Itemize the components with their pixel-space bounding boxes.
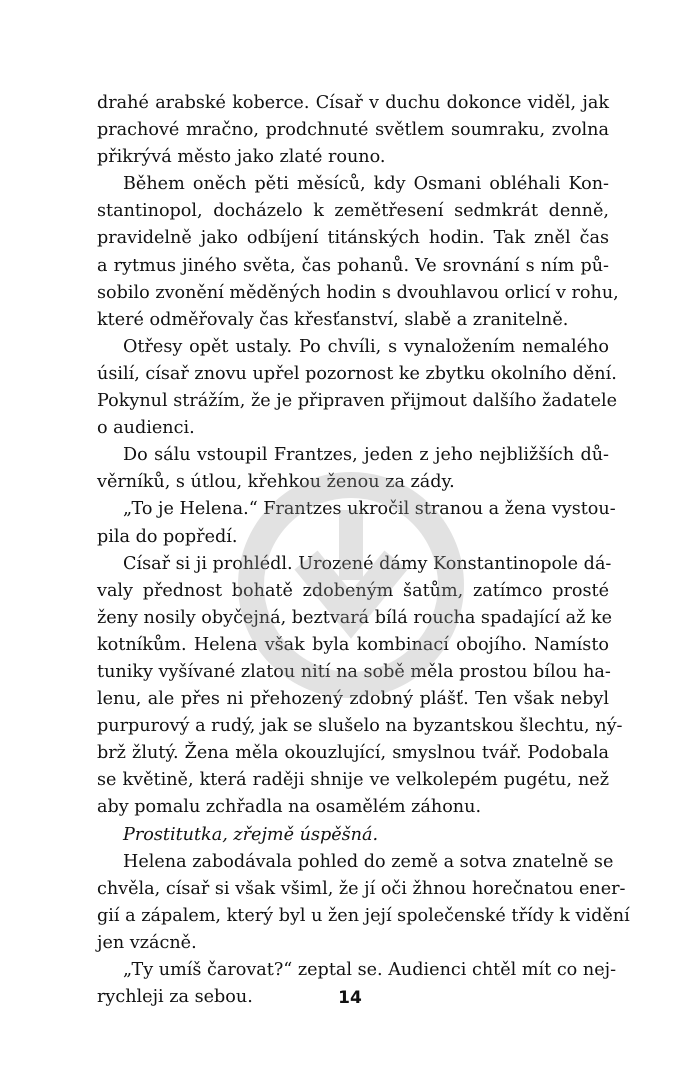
text-line: stantinopol, docházelo k zemětřesení sedmkrát denně,	[97, 201, 609, 222]
text-line: kotníkům. Helena však byla kombinací obojího. Namísto	[97, 634, 609, 655]
text-line: úsilí, císař znovu upřel pozornost ke zbytku okolního dění.	[97, 363, 617, 384]
text-line: pravidelně jako odbíjení titánských hodin. Tak zněl čas	[97, 228, 609, 249]
text-line: jen vzácně.	[97, 932, 197, 953]
text-line: věrníků, s útlou, křehkou ženou za zády.	[97, 472, 455, 493]
page-number: 14	[338, 988, 362, 1008]
text-line: aby pomalu zchřadla na osamělém záhonu.	[97, 797, 482, 818]
text-line: purpurový a rudý, jak se slušelo na byzantskou šlechtu, ný-	[97, 716, 623, 737]
body-text	[97, 90, 630, 1011]
text-line: o audienci.	[97, 418, 195, 439]
text-line: lenu, ale přes ni přehozený zdobný plášť. Ten však nebyl	[97, 689, 609, 710]
text-line: ženy nosily obyčejná, beztvará bílá roucha spadající až ke	[97, 607, 613, 628]
text-line: Do sálu vstoupil Frantzes, jeden z jeho nejbližších dů-	[123, 445, 609, 466]
text-line: gií a zápalem, který byl u žen její společenské třídy k vidění	[97, 905, 630, 926]
text-line: se květině, která raději shnije ve velkolepém pugétu, než	[97, 770, 609, 791]
text-line: a rytmus jiného světa, čas pohanů. Ve srovnání s ním pů-	[97, 255, 609, 276]
text-line: Prostitutka, zřejmě úspěšná.	[123, 824, 379, 845]
text-line: Helena zabodávala pohled do země a sotva znatelně se	[123, 851, 614, 872]
text-line: prachové mračno, prodchnuté světlem soumraku, zvolna	[97, 120, 609, 141]
text-line: chvěla, císař si však všiml, že jí oči žhnou horečnatou ener-	[97, 878, 626, 899]
text-line: Otřesy opět ustaly. Po chvíli, s vynaložením nemalého	[123, 336, 609, 357]
text-line: valy přednost bohatě zdobeným šatům, zatímco prosté	[97, 580, 609, 601]
text-line: tuniky vyšívané zlatou nití na sobě měla prostou bílou ha-	[97, 661, 611, 682]
text-line: Císař si ji prohlédl. Urozené dámy Konstantinopole dá-	[123, 553, 612, 574]
text-line: sobilo zvonění měděných hodin s dvouhlavou orlicí v rohu,	[97, 282, 619, 303]
text-line: drahé arabské koberce. Císař v duchu dokonce viděl, jak	[97, 93, 609, 113]
text-line: Během oněch pěti měsíců, kdy Osmani obléhali Kon-	[123, 174, 609, 195]
text-line: brž žlutý. Žena měla okouzlující, smyslnou tvář. Podobala	[97, 743, 609, 764]
text-line: „To je Helena.“ Frantzes ukročil stranou a žena vystou-	[123, 499, 616, 520]
text-line: Pokynul strážím, že je připraven přijmout dalšího žadatele	[97, 391, 618, 412]
text-line: „Ty umíš čarovat?“ zeptal se. Audienci chtěl mít co nej-	[123, 960, 617, 980]
text-line: rychleji za sebou.	[97, 987, 253, 1008]
text-line: přikrývá město jako zlaté rouno.	[97, 147, 386, 168]
text-line: které odměřovaly čas křesťanství, slabě a zranitelně.	[97, 309, 569, 330]
text-line: pila do popředí.	[97, 526, 238, 547]
